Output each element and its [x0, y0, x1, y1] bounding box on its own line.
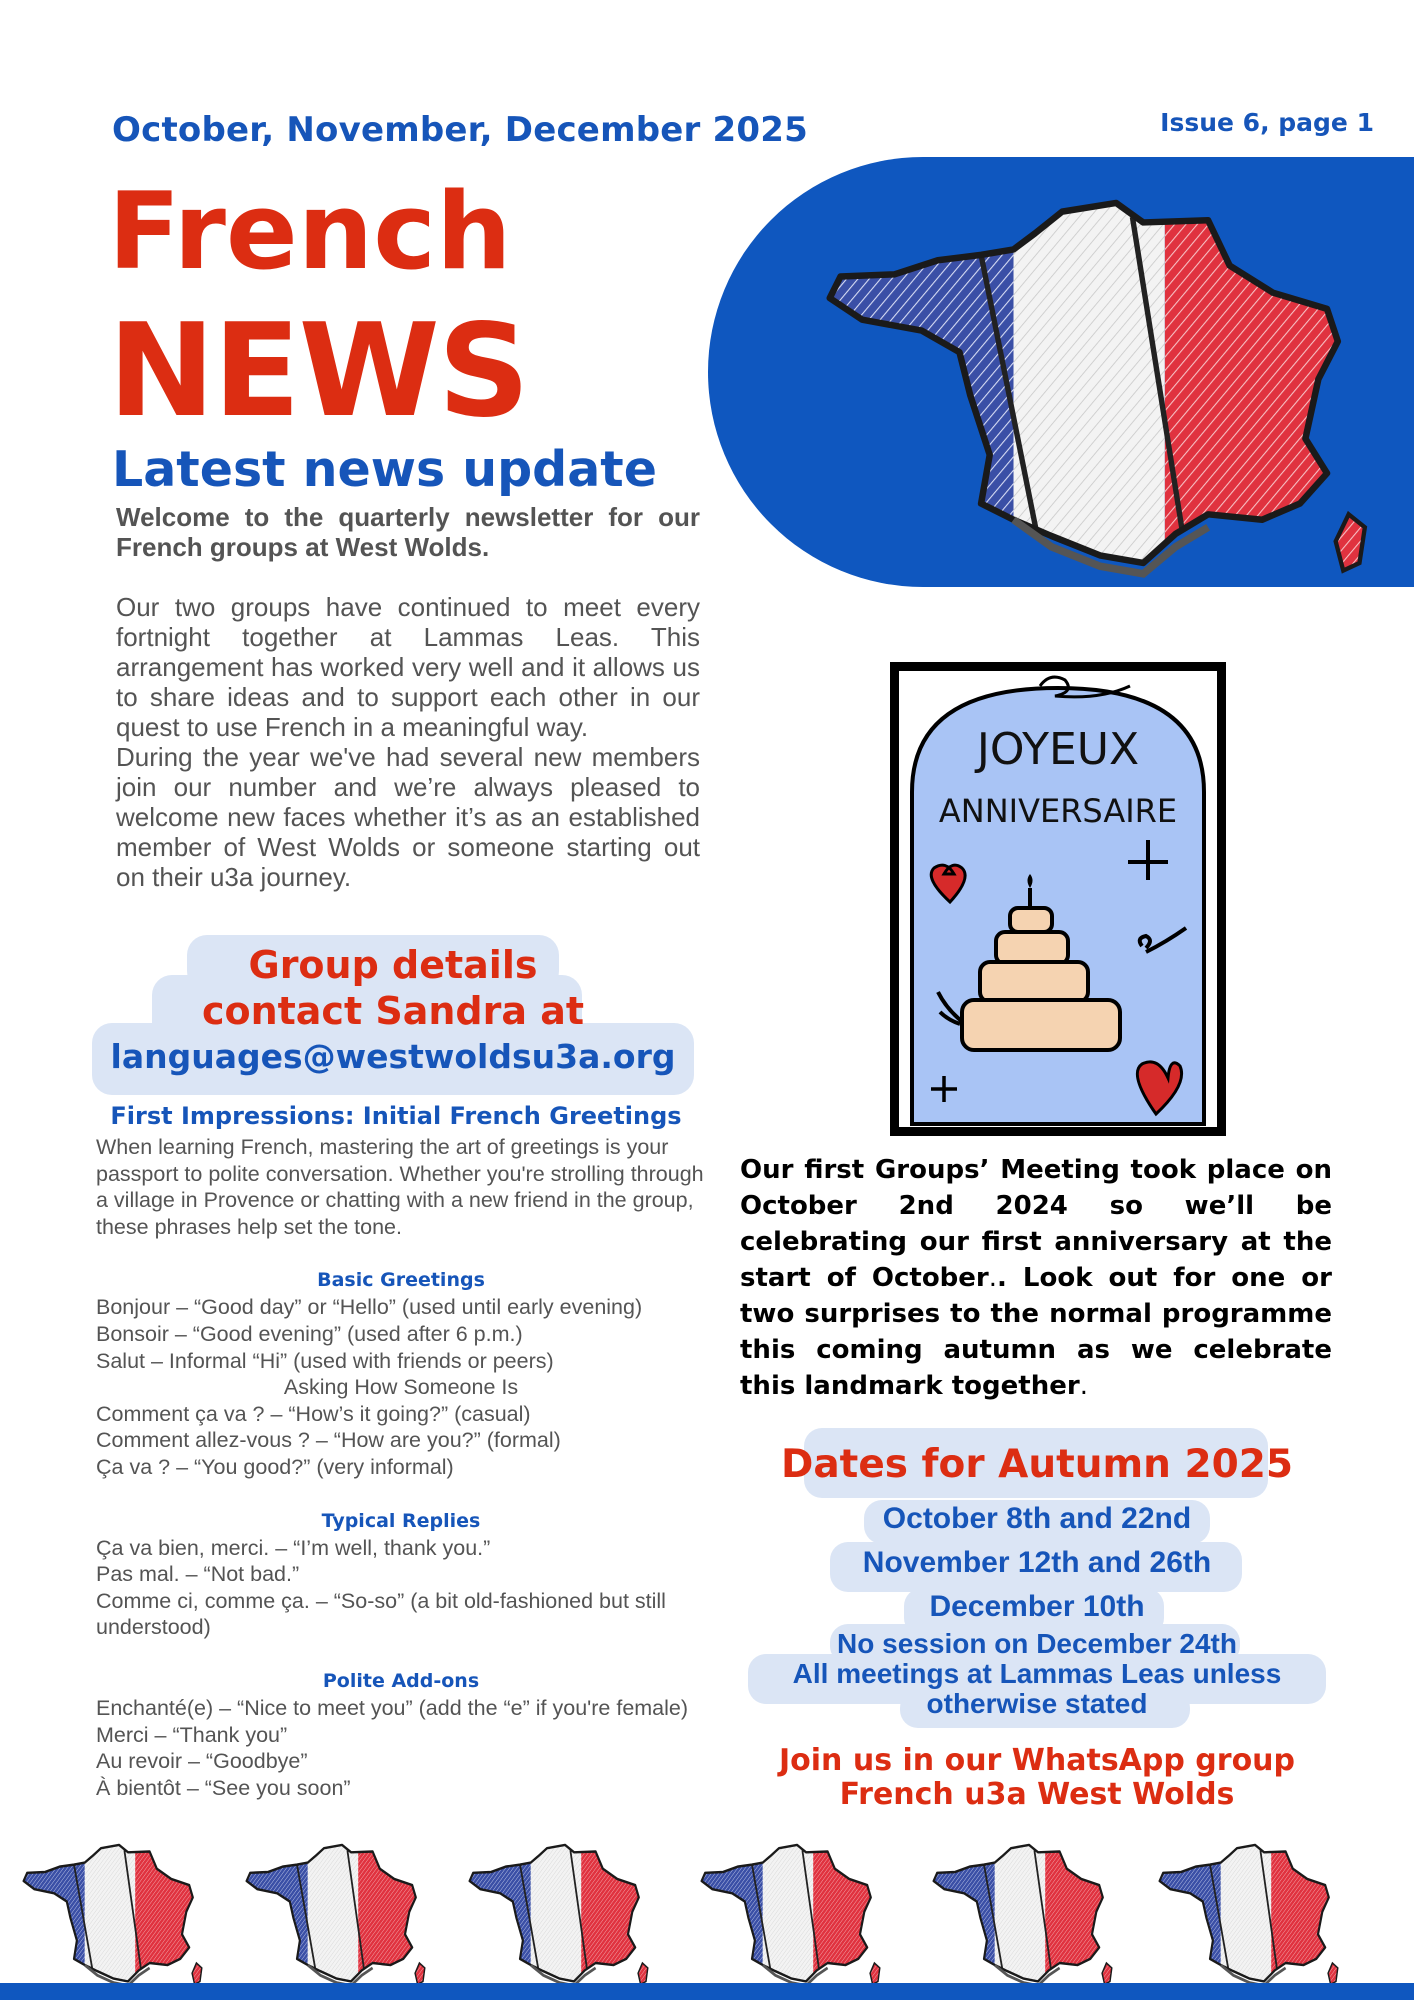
phrase-line: Salut – Informal “Hi” (used with friends or peers): [96, 1348, 554, 1373]
date-line: October 8th and 22nd: [882, 1502, 1192, 1535]
phrase-line: Comment ça va ? – “How’s it going?” (casual): [96, 1401, 531, 1426]
intro-lead: Welcome to the quarterly newsletter for our French groups at West Wolds.: [116, 502, 700, 562]
greetings-title: First Impressions: Initial French Greetings: [110, 1102, 682, 1130]
section-subtitle: Latest news update: [112, 441, 657, 498]
footer-france-maps: [0, 1838, 1414, 1990]
autumn-dates-title: Dates for Autumn 2025: [780, 1442, 1294, 1487]
typical-replies-heading: Typical Replies: [321, 1509, 481, 1532]
polite-addons-heading: Polite Add-ons: [322, 1669, 480, 1692]
group-details-contact: contact Sandra at: [201, 989, 585, 1033]
group-details-heading: Group details: [248, 943, 538, 987]
phrase-line: Merci – “Thank you”: [96, 1722, 288, 1747]
intro-paragraph: During the year we've had several new members join our number and we’re always pleased to welcome new faces whether it’s as an established member of West Wolds or someone starting out on their u3a journey.: [116, 742, 700, 892]
issue-number: Issue 6, page 1: [1160, 108, 1374, 137]
date-line: December 10th: [929, 1590, 1145, 1623]
anniversary-paragraph: Our first Groups’ Meeting took place on October 2nd 2024 so we’ll be celebrating our first anniversary at the start of October.. Look out for one or two surprises to the normal programme this coming autumn as we celebrate this landmark together.: [740, 1155, 1332, 1401]
phrase-line: Ça va ? – “You good?” (very informal): [96, 1454, 454, 1479]
whatsapp-invite: [740, 1744, 1334, 1812]
anniversary-card-illustration: [890, 662, 1226, 1136]
card-text-anniversaire: ANNIVERSAIRE: [938, 792, 1178, 830]
phrase-line: Ça va bien, merci. – “I’m well, thank you.”: [96, 1535, 491, 1560]
greetings-intro: When learning French, mastering the art of greetings is your passport to polite conversation. Whether you're strolling through a village in Provence or chatting with a new friend in the group, these phrases help set the tone.: [96, 1135, 704, 1239]
greetings-section: [96, 1098, 706, 1801]
asking-heading: Asking How Someone Is: [283, 1375, 519, 1400]
group-details-badge: [92, 935, 694, 1095]
venue-note: All meetings at Lammas Leas unless: [792, 1658, 1282, 1689]
autumn-dates-panel: [740, 1428, 1334, 1728]
basic-greetings-heading: Basic Greetings: [317, 1269, 485, 1292]
france-flag-map-illustration: [800, 190, 1400, 590]
phrase-line: Au revoir – “Goodbye”: [96, 1749, 308, 1774]
issue-dates: October, November, December 2025: [112, 110, 808, 150]
phrase-line: Pas mal. – “Not bad.”: [96, 1562, 300, 1587]
no-session-note: No session on December 24th: [837, 1628, 1237, 1659]
date-line: November 12th and 26th: [862, 1546, 1212, 1579]
phrase-line: Enchanté(e) – “Nice to meet you” (add the “e” if you're female): [96, 1695, 689, 1720]
whatsapp-line: Join us in our WhatsApp group: [778, 1743, 1296, 1778]
card-text-joyeux: JOYEUX: [976, 724, 1140, 775]
venue-note: otherwise stated: [926, 1688, 1148, 1719]
contact-email-link[interactable]: languages@westwoldsu3a.org: [110, 1037, 676, 1076]
masthead-french: French: [108, 170, 512, 293]
footer-bar: [0, 1983, 1414, 2000]
phrase-line: À bientôt – “See you soon”: [96, 1775, 351, 1800]
whatsapp-group-name: French u3a West Wolds: [839, 1777, 1235, 1812]
phrase-line: Bonjour – “Good day” or “Hello” (used until early evening): [96, 1295, 643, 1320]
intro-paragraph: Our two groups have continued to meet every fortnight together at Lammas Leas. This arrangement has worked very well and it allows us to share ideas and to support each other in our quest to use French in a meaningful way.: [116, 592, 700, 742]
masthead-news: NEWS: [108, 297, 528, 446]
phrase-line: Comment allez-vous ? – “How are you?” (formal): [96, 1428, 561, 1453]
phrase-line: Comme ci, comme ça. – “So-so” (a bit old-fashioned but still understood): [96, 1588, 666, 1640]
intro-text: [116, 502, 700, 892]
phrase-line: Bonsoir – “Good evening” (used after 6 p.m.): [96, 1321, 523, 1346]
